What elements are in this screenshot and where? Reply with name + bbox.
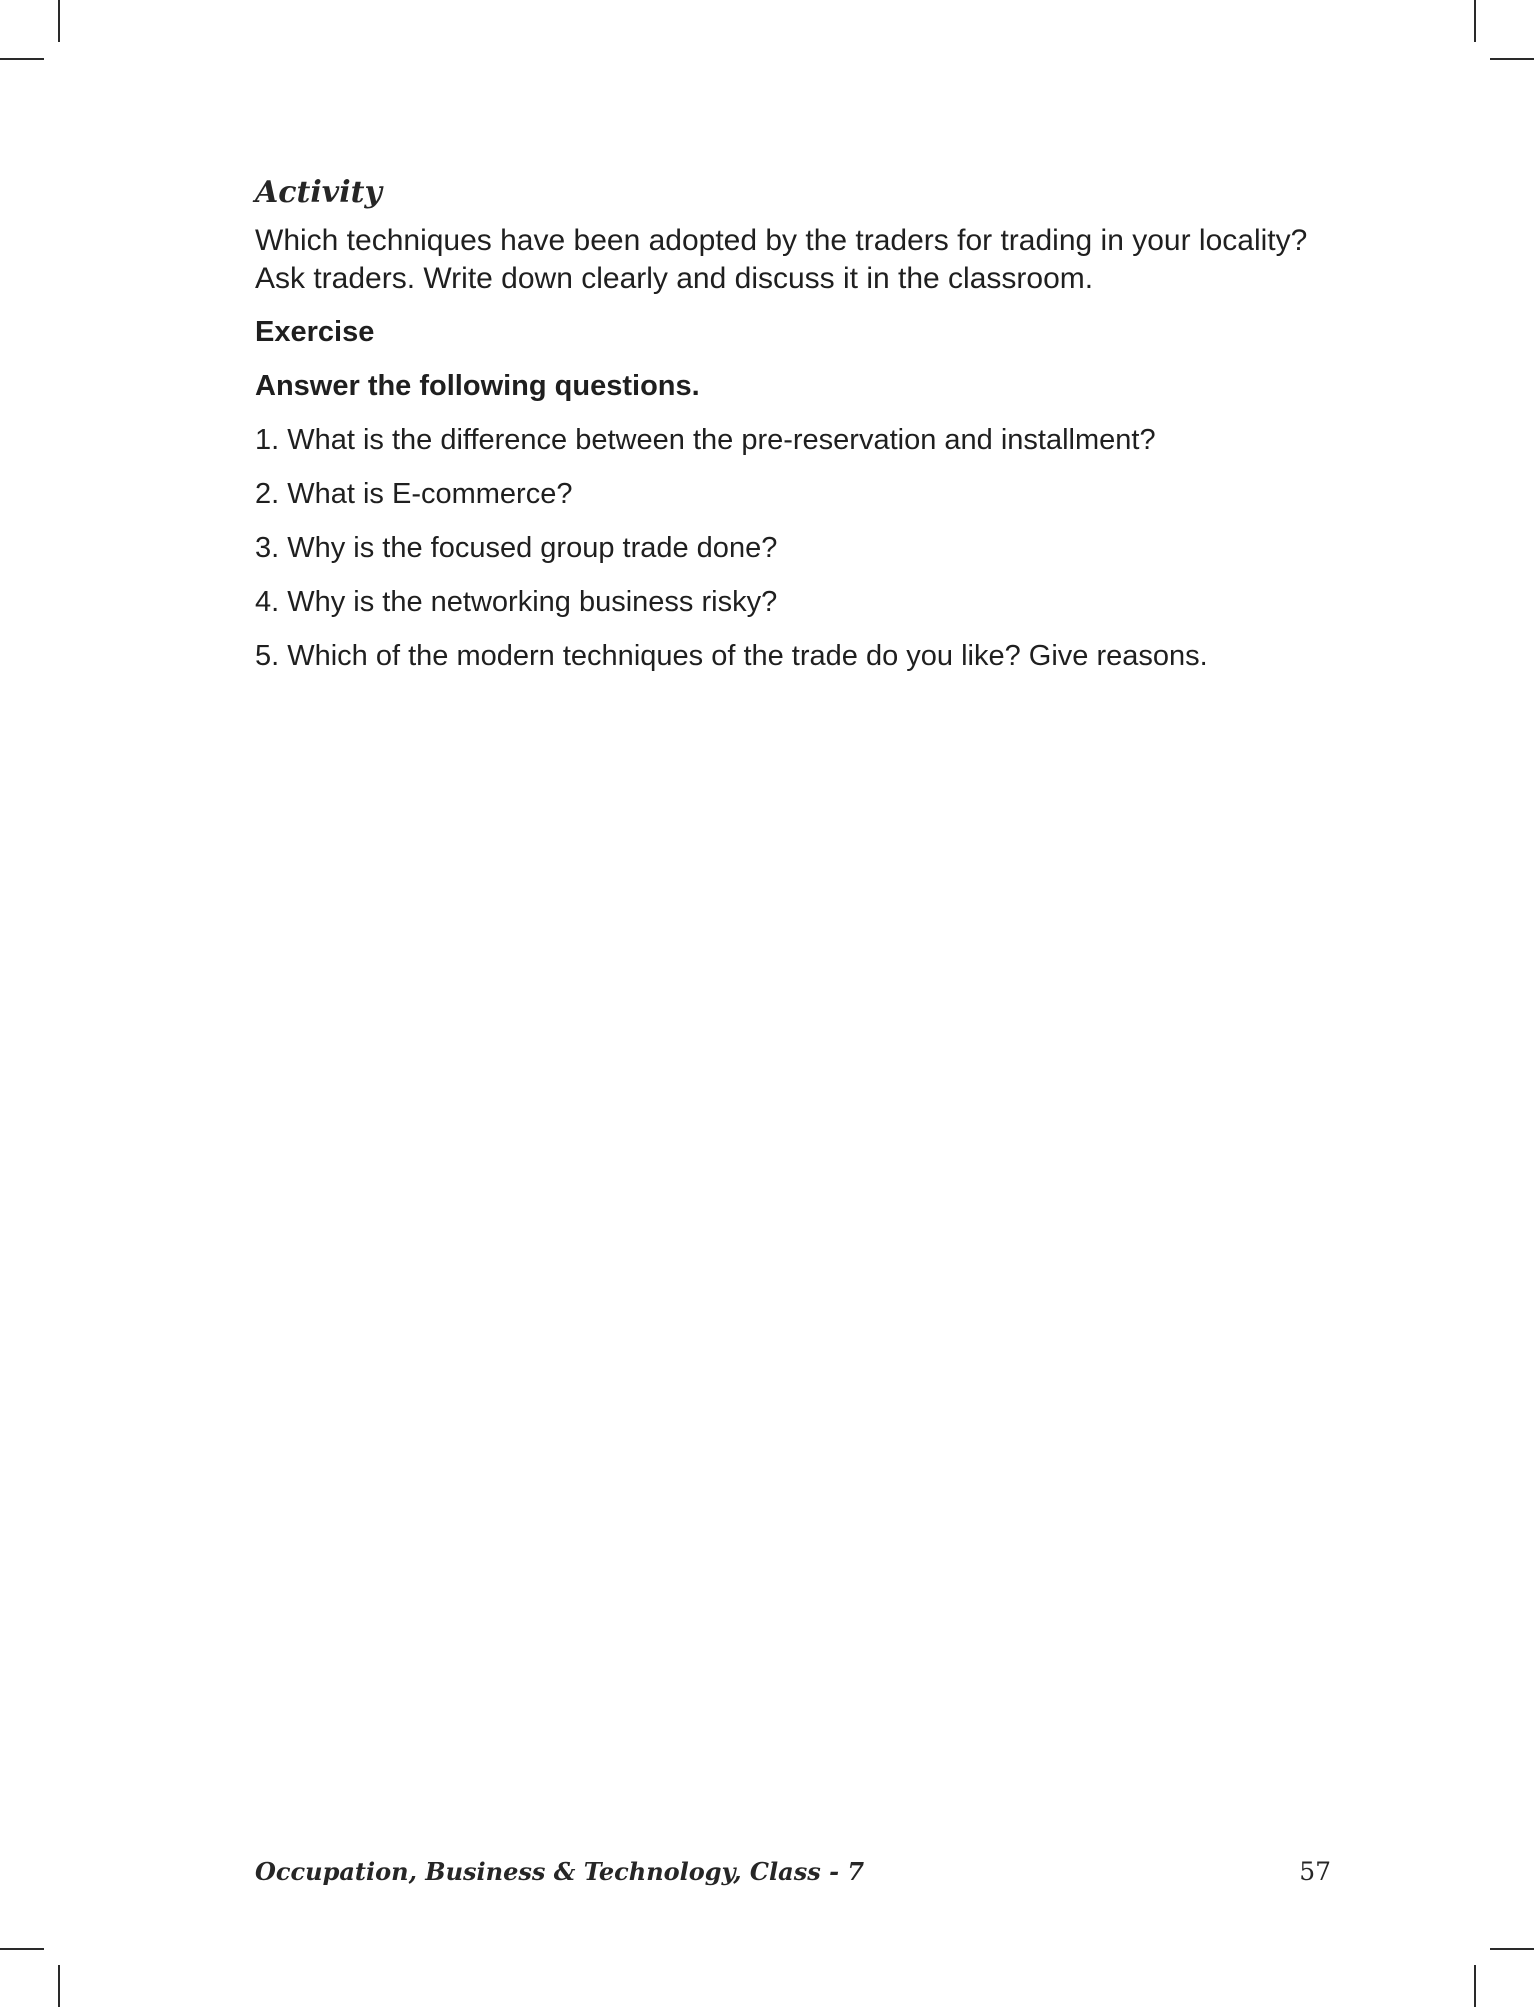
question-list	[255, 420, 1395, 676]
exercise-section	[255, 312, 1395, 676]
crop-mark-top-right-horizontal	[1490, 58, 1534, 60]
activity-text	[255, 222, 1395, 298]
exercise-heading: Exercise	[255, 316, 375, 348]
question-item: 2. What is E-commerce?	[255, 478, 573, 510]
crop-mark-top-right-vertical	[1474, 0, 1476, 42]
page-content	[255, 168, 1395, 690]
activity-text-line-1: Which techniques have been adopted by the traders for trading in your locality?	[255, 224, 1308, 257]
question-item: 3. Why is the focused group trade done?	[255, 532, 778, 564]
crop-mark-top-left-vertical	[58, 0, 60, 42]
page-footer	[255, 1852, 1331, 1892]
crop-mark-bottom-left-vertical	[58, 1965, 60, 2007]
activity-text-line-2: Ask traders. Write down clearly and discuss it in the classroom.	[255, 262, 1094, 295]
page-number: 57	[1299, 1857, 1331, 1886]
question-item: 4. Why is the networking business risky?	[255, 586, 778, 618]
crop-mark-top-left-horizontal	[0, 58, 44, 60]
question-item: 5. Which of the modern techniques of the trade do you like? Give reasons.	[255, 640, 1208, 672]
question-item: 1. What is the difference between the pre-reservation and installment?	[255, 424, 1156, 456]
crop-mark-bottom-left-horizontal	[0, 1948, 44, 1950]
activity-heading: Activity	[255, 175, 382, 210]
crop-mark-bottom-right-vertical	[1474, 1965, 1476, 2007]
book-title: Occupation, Business & Technology, Class - 7	[255, 1857, 865, 1886]
exercise-instruction: Answer the following questions.	[255, 370, 700, 402]
crop-mark-bottom-right-horizontal	[1490, 1948, 1534, 1950]
activity-section	[255, 168, 1395, 298]
